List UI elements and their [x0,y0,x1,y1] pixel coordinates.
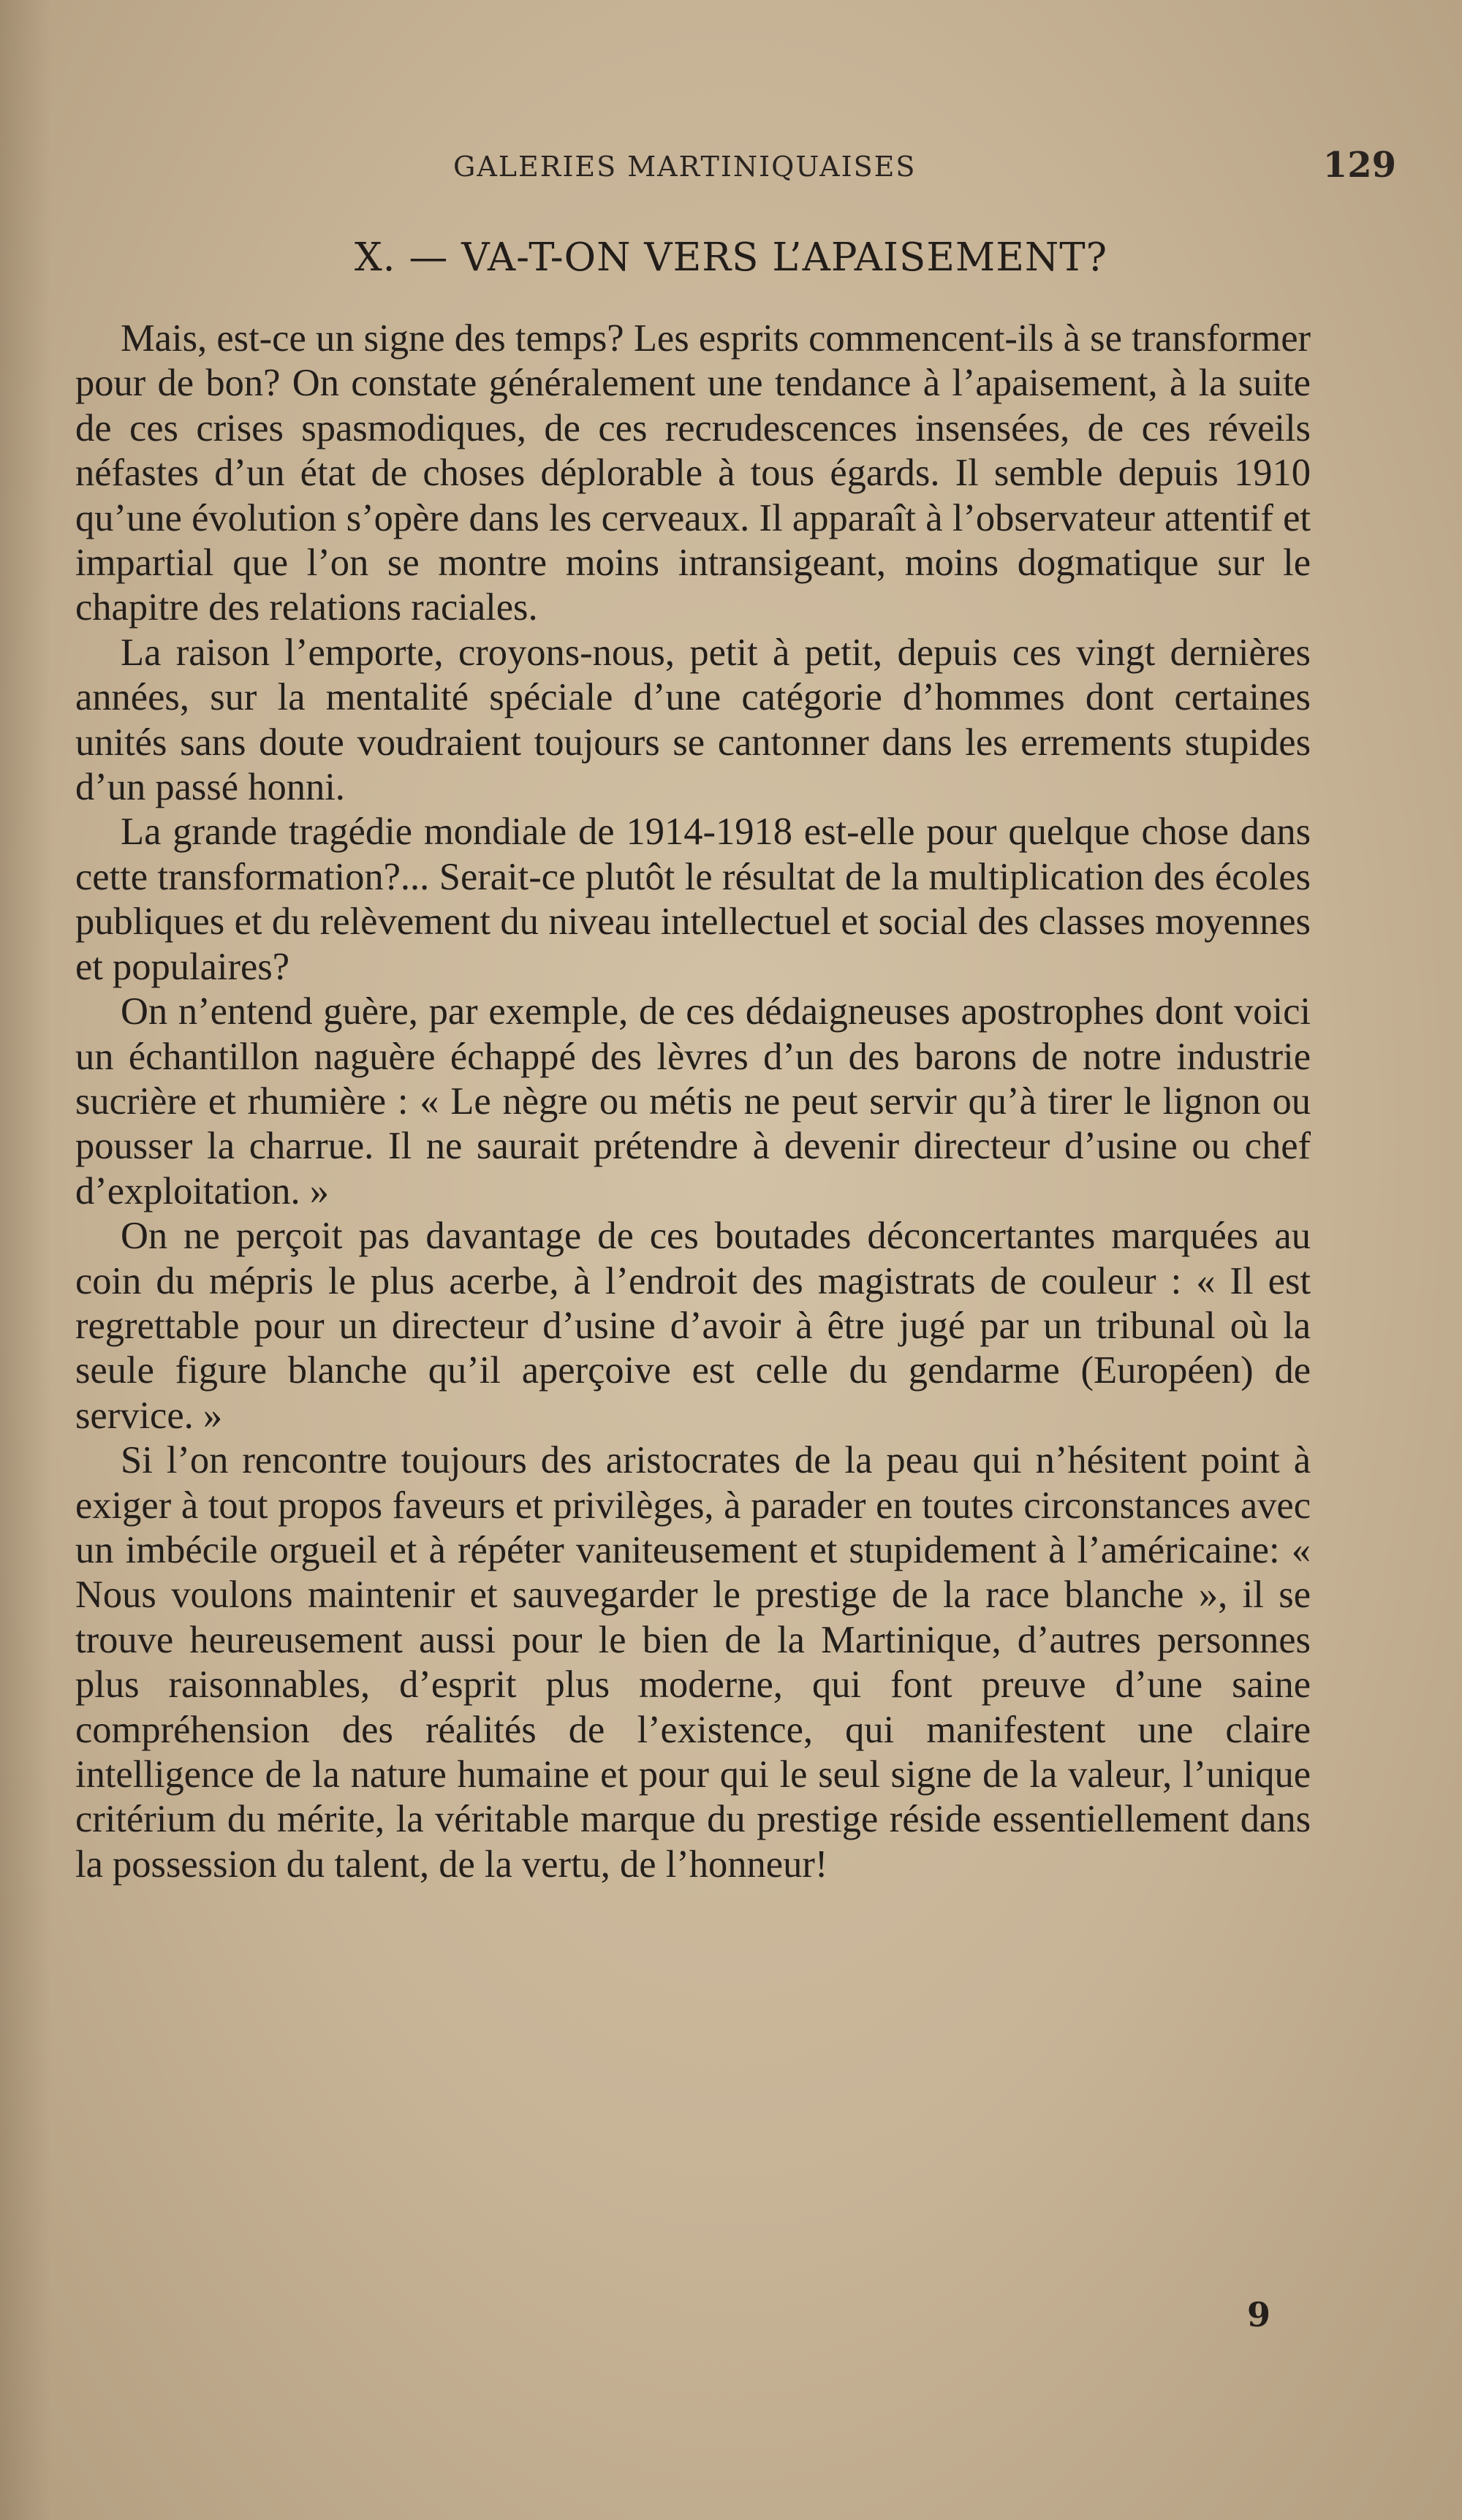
page-edge-shadow [0,0,51,2520]
paragraph: On ne perçoit pas davantage de ces boutades déconcertantes marquées au coin du mépris le plus acerbe, à l’endroit des magistrats de couleur : « Il est regrettable pour un directeur d’usine d’avoir à être jugé par un tribunal où la seule figure blanche qu’il aperçoive est celle du gendarme (Européen) de service. » [75,1215,1311,1437]
section-title: X. — VA-T-ON VERS L’APAISEMENT? [354,235,1108,280]
paragraph: Mais, est-ce un signe des temps? Les esprits commencent-ils à se transformer pour de bon? On constate généralement une tendance à l’apaisement, à la suite de ces crises spasmodiques, de ces recrudescences insensées, de ces réveils néfastes d’un état de choses déplorable à tous égards. Il semble depuis 1910 qu’une évolution s’opère dans les cerveaux. Il apparaît à l’observateur attentif et impartial que l’on se montre moins intransigeant, moins dogmatique sur le chapitre des relations raciales. [75,317,1311,629]
page-header [73,145,1396,196]
paragraph: On n’entend guère, par exemple, de ces dédaigneuses apostrophes dont voici un échantillon naguère échappé des lèvres d’un des barons de notre industrie sucrière et rhumière : « Le nègre ou métis ne peut servir qu’à tirer le lignon ou pousser la charrue. Il ne saurait prétendre à devenir directeur d’usine ou chef d’exploitation. » [75,990,1311,1212]
running-head: GALERIES MARTINIQUAISES [453,151,917,183]
page-number: 129 [1322,145,1396,186]
paragraph: La raison l’emporte, croyons-nous, petit à petit, depuis ces vingt dernières années, sur la mentalité spéciale d’une catégorie d’hommes dont certaines unités sans doute voudraient toujours se cantonner dans les errements stupides d’un passé honni. [75,631,1311,809]
paragraph: Si l’on rencontre toujours des aristocrates de la peau qui n’hésitent point à exiger à tout propos faveurs et privilèges, à parader en toutes circonstances avec un imbécile orgueil et à répéter vaniteusement et stupidement à l’américaine: « Nous voulons maintenir et sauvegarder le prestige de la race blanche », il se trouve heureusement aussi pour le bien de la Martinique, d’autres personnes plus raisonnables, d’esprit plus moderne, qui font preuve d’une saine compréhension des réalités de l’existence, qui manifestent une claire intelligence de la nature humaine et pour qui le seul signe de la valeur, l’unique critérium du mérite, la véritable marque du prestige réside essentiellement dans la possession du talent, de la vertu, de l’honneur! [75,1439,1311,1886]
signature-mark: 9 [1246,2295,1270,2334]
paragraph: La grande tragédie mondiale de 1914-1918 est-elle pour quelque chose dans cette transformation?... Serait-ce plutôt le résultat de la multiplication des écoles publiques et du relèvement du niveau intellectuel et social des classes moyennes et populaires? [75,811,1311,988]
body-text [75,316,1311,1887]
